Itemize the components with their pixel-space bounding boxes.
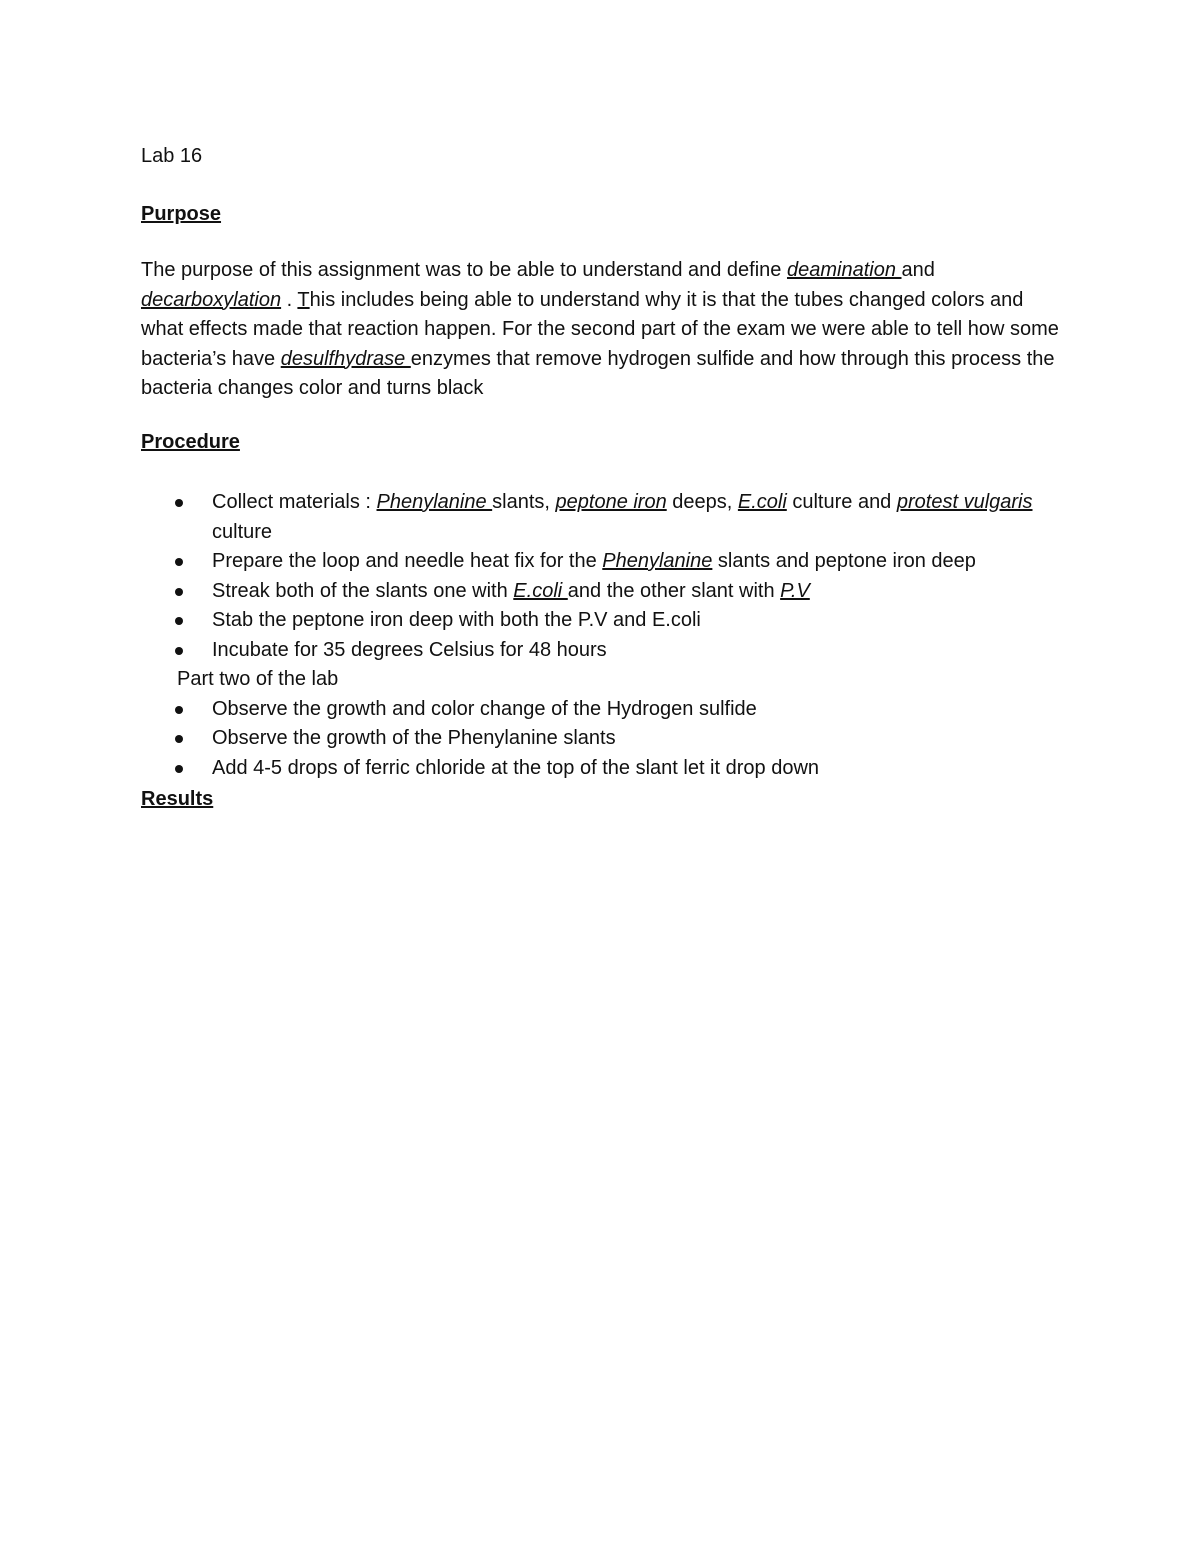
term-ecoli: E.coli (513, 579, 568, 602)
term-desulfhydrase: desulfhydrase (280, 347, 411, 370)
step-text: deeps, (666, 491, 738, 513)
step-text: Streak both of the slants one with (212, 579, 514, 602)
purpose-heading: Purpose (141, 203, 222, 225)
purpose-text-4: T (297, 288, 310, 311)
term-deamination: deamination (786, 259, 902, 281)
term-phenylanine: Phenylanine (376, 491, 493, 513)
list-item: Observe the growth and color change of the Hydrogen sulfide (141, 695, 1061, 725)
part-two-label: Part two of the lab (177, 668, 339, 690)
purpose-text-1: The purpose of this assignment was to be able to understand and define (141, 259, 787, 281)
purpose-text-6: enzymes that remove hydrogen sulfide and how through this process the bacteria changes color and turns black (141, 347, 1055, 399)
list-item: Stab the peptone iron deep with both the P.V and E.coli (141, 606, 1061, 636)
procedure-heading: Procedure (141, 431, 240, 453)
purpose-paragraph (141, 256, 1061, 404)
term-peptone-iron: peptone iron (555, 491, 667, 513)
list-item (141, 547, 1061, 577)
document-title: Lab 16 (141, 145, 203, 167)
step-text: Prepare the loop and needle heat fix for the (212, 550, 603, 572)
step-text: and the other slant with (567, 579, 781, 602)
step-text: slants, (492, 491, 556, 513)
part-two-list (141, 695, 1061, 784)
results-heading: Results (141, 788, 214, 810)
list-item (141, 577, 1061, 607)
term-decarboxylation: decarboxylation (141, 288, 282, 311)
purpose-text-5: his includes being able to understand why it is that the tubes changed colors and what effects made that reaction happen. For the second part of the exam we were able to tell how some bacteria’s have (141, 288, 1059, 370)
step-text: Collect materials : (212, 491, 377, 513)
list-item (141, 488, 1061, 547)
purpose-text-3: . (281, 288, 298, 311)
term-ecoli: E.coli (737, 491, 787, 513)
procedure-steps (141, 488, 1061, 783)
step-text: culture (212, 520, 273, 543)
list-item: Observe the growth of the Phenylanine slants (141, 724, 1061, 754)
procedure-list (141, 488, 1061, 665)
term-pv: P.V (780, 579, 810, 602)
purpose-text-2: and (901, 259, 935, 281)
list-item: Incubate for 35 degrees Celsius for 48 hours (141, 636, 1061, 666)
term-protest-vulgaris: protest vulgaris (896, 491, 1033, 513)
step-text: culture and (786, 491, 897, 513)
step-text: slants and peptone iron deep (712, 550, 976, 572)
term-phenylanine: Phenylanine (602, 550, 713, 572)
list-item: Add 4-5 drops of ferric chloride at the top of the slant let it drop down (141, 754, 1061, 784)
